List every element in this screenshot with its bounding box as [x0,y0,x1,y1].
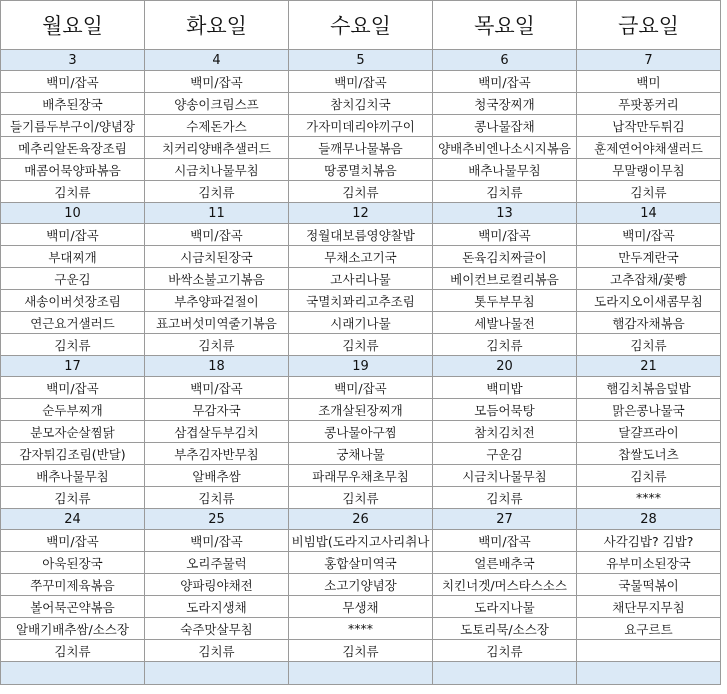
menu-item-cell[interactable]: 백미 [577,71,721,93]
menu-item-cell[interactable]: 백미/잡곡 [289,377,433,399]
date-cell[interactable]: 7 [577,50,721,71]
menu-item-cell[interactable]: 푸팟퐁커리 [577,93,721,115]
menu-item-cell[interactable]: 파래무우채초무침 [289,465,433,487]
menu-item-cell[interactable]: 얼른배추국 [433,552,577,574]
menu-row [1,268,721,290]
menu-item-cell[interactable]: 소고기양념장 [289,574,433,596]
menu-item-cell[interactable]: 김치류 [145,334,289,356]
menu-item-cell[interactable]: 백미/잡곡 [145,224,289,246]
date-cell[interactable]: 4 [145,50,289,71]
menu-item-cell[interactable]: 모듬어묵탕 [433,399,577,421]
menu-item-cell[interactable]: 백미/잡곡 [433,224,577,246]
menu-item-cell[interactable]: 사각김밥? 김밥? [577,530,721,552]
menu-item-cell[interactable]: 치킨너겟/머스타스소스 [433,574,577,596]
menu-item-cell[interactable]: 만두계란국 [577,246,721,268]
menu-item-cell[interactable]: 바싹소불고기볶음 [145,268,289,290]
menu-row [1,596,721,618]
menu-row [1,618,721,640]
date-cell[interactable]: 28 [577,509,721,530]
menu-item-cell[interactable]: 김치류 [289,181,433,203]
menu-row [1,640,721,662]
date-cell[interactable]: 3 [1,50,145,71]
menu-item-cell[interactable] [577,640,721,662]
date-cell[interactable]: 18 [145,356,289,377]
date-cell[interactable]: 19 [289,356,433,377]
menu-item-cell[interactable]: 치커리양배추샐러드 [145,137,289,159]
menu-item-cell[interactable]: 찹쌀도너츠 [577,443,721,465]
date-cell[interactable]: 11 [145,203,289,224]
menu-item-cell[interactable]: 베이컨브로컬리볶음 [433,268,577,290]
menu-item-cell[interactable]: 햄김치볶음덮밥 [577,377,721,399]
menu-item-cell[interactable]: 무말랭이무침 [577,159,721,181]
menu-item-cell[interactable]: 수제돈가스 [145,115,289,137]
menu-item-cell[interactable]: 가자미데리야끼구이 [289,115,433,137]
empty-cell[interactable] [577,662,721,685]
menu-item-cell[interactable]: 김치류 [433,334,577,356]
menu-item-cell[interactable]: 김치류 [145,640,289,662]
date-cell[interactable]: 10 [1,203,145,224]
menu-item-cell[interactable]: 양배추비엔나소시지볶음 [433,137,577,159]
menu-item-cell[interactable]: 쭈꾸미제육볶음 [1,574,145,596]
menu-item-cell[interactable]: 국물떡볶이 [577,574,721,596]
menu-item-cell[interactable]: 고추잡채/꽃빵 [577,268,721,290]
menu-item-cell[interactable]: 정월대보름영양찰밥 [289,224,433,246]
date-cell[interactable]: 13 [433,203,577,224]
menu-item-cell[interactable]: 양송이크림스프 [145,93,289,115]
date-row [1,509,721,530]
menu-item-cell[interactable]: 고사리나물 [289,268,433,290]
menu-row [1,487,721,509]
menu-item-cell[interactable]: 백미밥 [433,377,577,399]
menu-row [1,181,721,203]
date-row [1,50,721,71]
menu-item-cell[interactable]: 백미/잡곡 [145,71,289,93]
empty-cell[interactable] [145,662,289,685]
empty-cell[interactable] [1,662,145,685]
menu-item-cell[interactable]: 김치류 [433,640,577,662]
menu-item-cell[interactable]: 세발나물전 [433,312,577,334]
menu-item-cell[interactable]: 톳두부무침 [433,290,577,312]
menu-item-cell[interactable]: 김치류 [577,334,721,356]
menu-item-cell[interactable]: 아욱된장국 [1,552,145,574]
menu-item-cell[interactable]: **** [577,487,721,509]
menu-item-cell[interactable]: 백미/잡곡 [433,71,577,93]
menu-item-cell[interactable]: 참치김치국 [289,93,433,115]
menu-item-cell[interactable]: 백미/잡곡 [577,224,721,246]
menu-item-cell[interactable]: 김치류 [289,487,433,509]
menu-item-cell[interactable]: 참치김치전 [433,421,577,443]
weekday-header-cell[interactable]: 수요일 [289,1,433,50]
menu-item-cell[interactable]: 도라지오이새콤무침 [577,290,721,312]
weekday-header-cell[interactable]: 금요일 [577,1,721,50]
menu-item-cell[interactable]: 도라지나물 [433,596,577,618]
menu-item-cell[interactable]: 유부미소된장국 [577,552,721,574]
menu-item-cell[interactable]: 훈제연어야채샐러드 [577,137,721,159]
date-cell[interactable]: 24 [1,509,145,530]
menu-item-cell[interactable]: 김치류 [433,181,577,203]
menu-item-cell[interactable]: 감자튀김조림(반달) [1,443,145,465]
menu-item-cell[interactable]: 무감자국 [145,399,289,421]
menu-item-cell[interactable]: 김치류 [577,465,721,487]
menu-item-cell[interactable]: **** [289,618,433,640]
menu-row [1,574,721,596]
menu-item-cell[interactable]: 시금치나물무침 [145,159,289,181]
date-cell[interactable]: 6 [433,50,577,71]
date-cell[interactable]: 5 [289,50,433,71]
menu-row [1,93,721,115]
menu-item-cell[interactable]: 부대찌개 [1,246,145,268]
menu-item-cell[interactable]: 무채소고기국 [289,246,433,268]
menu-item-cell[interactable]: 순두부찌개 [1,399,145,421]
menu-item-cell[interactable]: 요구르트 [577,618,721,640]
menu-item-cell[interactable]: 백미/잡곡 [145,377,289,399]
menu-item-cell[interactable]: 백미/잡곡 [433,530,577,552]
menu-item-cell[interactable]: 백미/잡곡 [1,224,145,246]
weeks-body [1,50,721,685]
menu-row [1,399,721,421]
menu-item-cell[interactable]: 김치류 [1,640,145,662]
menu-row [1,552,721,574]
date-cell[interactable]: 12 [289,203,433,224]
menu-item-cell[interactable]: 김치류 [577,181,721,203]
menu-row [1,530,721,552]
menu-item-cell[interactable]: 납작만두튀김 [577,115,721,137]
date-cell[interactable]: 25 [145,509,289,530]
menu-item-cell[interactable]: 구운김 [1,268,145,290]
menu-item-cell[interactable]: 비빔밥(도라지고사리취나 [289,530,433,552]
menu-item-cell[interactable]: 땅콩멸치볶음 [289,159,433,181]
menu-item-cell[interactable]: 시금치된장국 [145,246,289,268]
menu-item-cell[interactable]: 부추김자반무침 [145,443,289,465]
menu-item-cell[interactable]: 오리주물럭 [145,552,289,574]
menu-item-cell[interactable]: 부추양파겉절이 [145,290,289,312]
menu-item-cell[interactable]: 김치류 [1,334,145,356]
date-cell[interactable]: 26 [289,509,433,530]
menu-item-cell[interactable]: 무생채 [289,596,433,618]
date-cell[interactable]: 20 [433,356,577,377]
menu-row [1,224,721,246]
date-row [1,203,721,224]
menu-row [1,246,721,268]
menu-item-cell[interactable]: 들기름두부구이/양념장 [1,115,145,137]
menu-item-cell[interactable]: 연근요거샐러드 [1,312,145,334]
menu-item-cell[interactable]: 새송이버섯장조림 [1,290,145,312]
menu-item-cell[interactable]: 채단무지무침 [577,596,721,618]
date-cell[interactable]: 27 [433,509,577,530]
menu-item-cell[interactable]: 청국장찌개 [433,93,577,115]
menu-item-cell[interactable]: 햄감자채볶음 [577,312,721,334]
weekday-header [1,1,721,50]
weekday-header-cell[interactable]: 월요일 [1,1,145,50]
date-row [1,356,721,377]
menu-item-cell[interactable]: 김치류 [145,181,289,203]
date-cell[interactable]: 14 [577,203,721,224]
menu-item-cell[interactable]: 시래기나물 [289,312,433,334]
menu-item-cell[interactable]: 숙주맛살무침 [145,618,289,640]
empty-cell[interactable] [289,662,433,685]
menu-item-cell[interactable]: 양파링야채전 [145,574,289,596]
menu-row [1,465,721,487]
menu-item-cell[interactable]: 돈육김치짜글이 [433,246,577,268]
menu-item-cell[interactable]: 배추된장국 [1,93,145,115]
menu-item-cell[interactable]: 알배기배추쌈/소스장 [1,618,145,640]
menu-item-cell[interactable]: 매콤어묵양파볶음 [1,159,145,181]
menu-item-cell[interactable]: 배추나물무침 [433,159,577,181]
menu-item-cell[interactable]: 백미/잡곡 [1,530,145,552]
menu-row [1,443,721,465]
menu-item-cell[interactable]: 도라지생채 [145,596,289,618]
menu-row [1,159,721,181]
menu-row [1,115,721,137]
menu-item-cell[interactable]: 김치류 [433,487,577,509]
menu-row [1,71,721,93]
menu-item-cell[interactable]: 김치류 [1,487,145,509]
weekday-header-cell[interactable]: 목요일 [433,1,577,50]
menu-item-cell[interactable]: 홍합살미역국 [289,552,433,574]
menu-item-cell[interactable]: 구운김 [433,443,577,465]
menu-item-cell[interactable]: 표고버섯미역줄기볶음 [145,312,289,334]
menu-item-cell[interactable]: 배추나물무침 [1,465,145,487]
menu-row [1,377,721,399]
menu-item-cell[interactable]: 분모자순살찜닭 [1,421,145,443]
menu-item-cell[interactable]: 삼겹살두부김치 [145,421,289,443]
menu-item-cell[interactable]: 콩나물잡채 [433,115,577,137]
menu-item-cell[interactable]: 김치류 [289,334,433,356]
menu-item-cell[interactable]: 백미/잡곡 [1,71,145,93]
menu-row [1,137,721,159]
menu-item-cell[interactable]: 도토리묵/소스장 [433,618,577,640]
date-cell[interactable]: 21 [577,356,721,377]
menu-row [1,421,721,443]
menu-item-cell[interactable]: 국멸치꽈리고추조림 [289,290,433,312]
menu-item-cell[interactable]: 궁채나물 [289,443,433,465]
menu-item-cell[interactable]: 김치류 [145,487,289,509]
menu-item-cell[interactable]: 백미/잡곡 [1,377,145,399]
menu-item-cell[interactable]: 맑은콩나물국 [577,399,721,421]
date-cell[interactable]: 17 [1,356,145,377]
menu-row [1,334,721,356]
menu-item-cell[interactable]: 백미/잡곡 [289,71,433,93]
menu-item-cell[interactable]: 메추리알돈육장조림 [1,137,145,159]
menu-item-cell[interactable]: 김치류 [289,640,433,662]
menu-item-cell[interactable]: 백미/잡곡 [145,530,289,552]
weekday-header-cell[interactable]: 화요일 [145,1,289,50]
menu-item-cell[interactable]: 시금치나물무침 [433,465,577,487]
menu-item-cell[interactable]: 조개살된장찌개 [289,399,433,421]
empty-row [1,662,721,685]
menu-row [1,312,721,334]
menu-item-cell[interactable]: 볼어묵곤약볶음 [1,596,145,618]
menu-item-cell[interactable]: 달걀프라이 [577,421,721,443]
menu-item-cell[interactable]: 들깨무나물볶음 [289,137,433,159]
weekday-header-row [1,1,721,50]
menu-item-cell[interactable]: 알배추쌈 [145,465,289,487]
menu-item-cell[interactable]: 김치류 [1,181,145,203]
menu-row [1,290,721,312]
menu-item-cell[interactable]: 콩나물아구찜 [289,421,433,443]
empty-cell[interactable] [433,662,577,685]
